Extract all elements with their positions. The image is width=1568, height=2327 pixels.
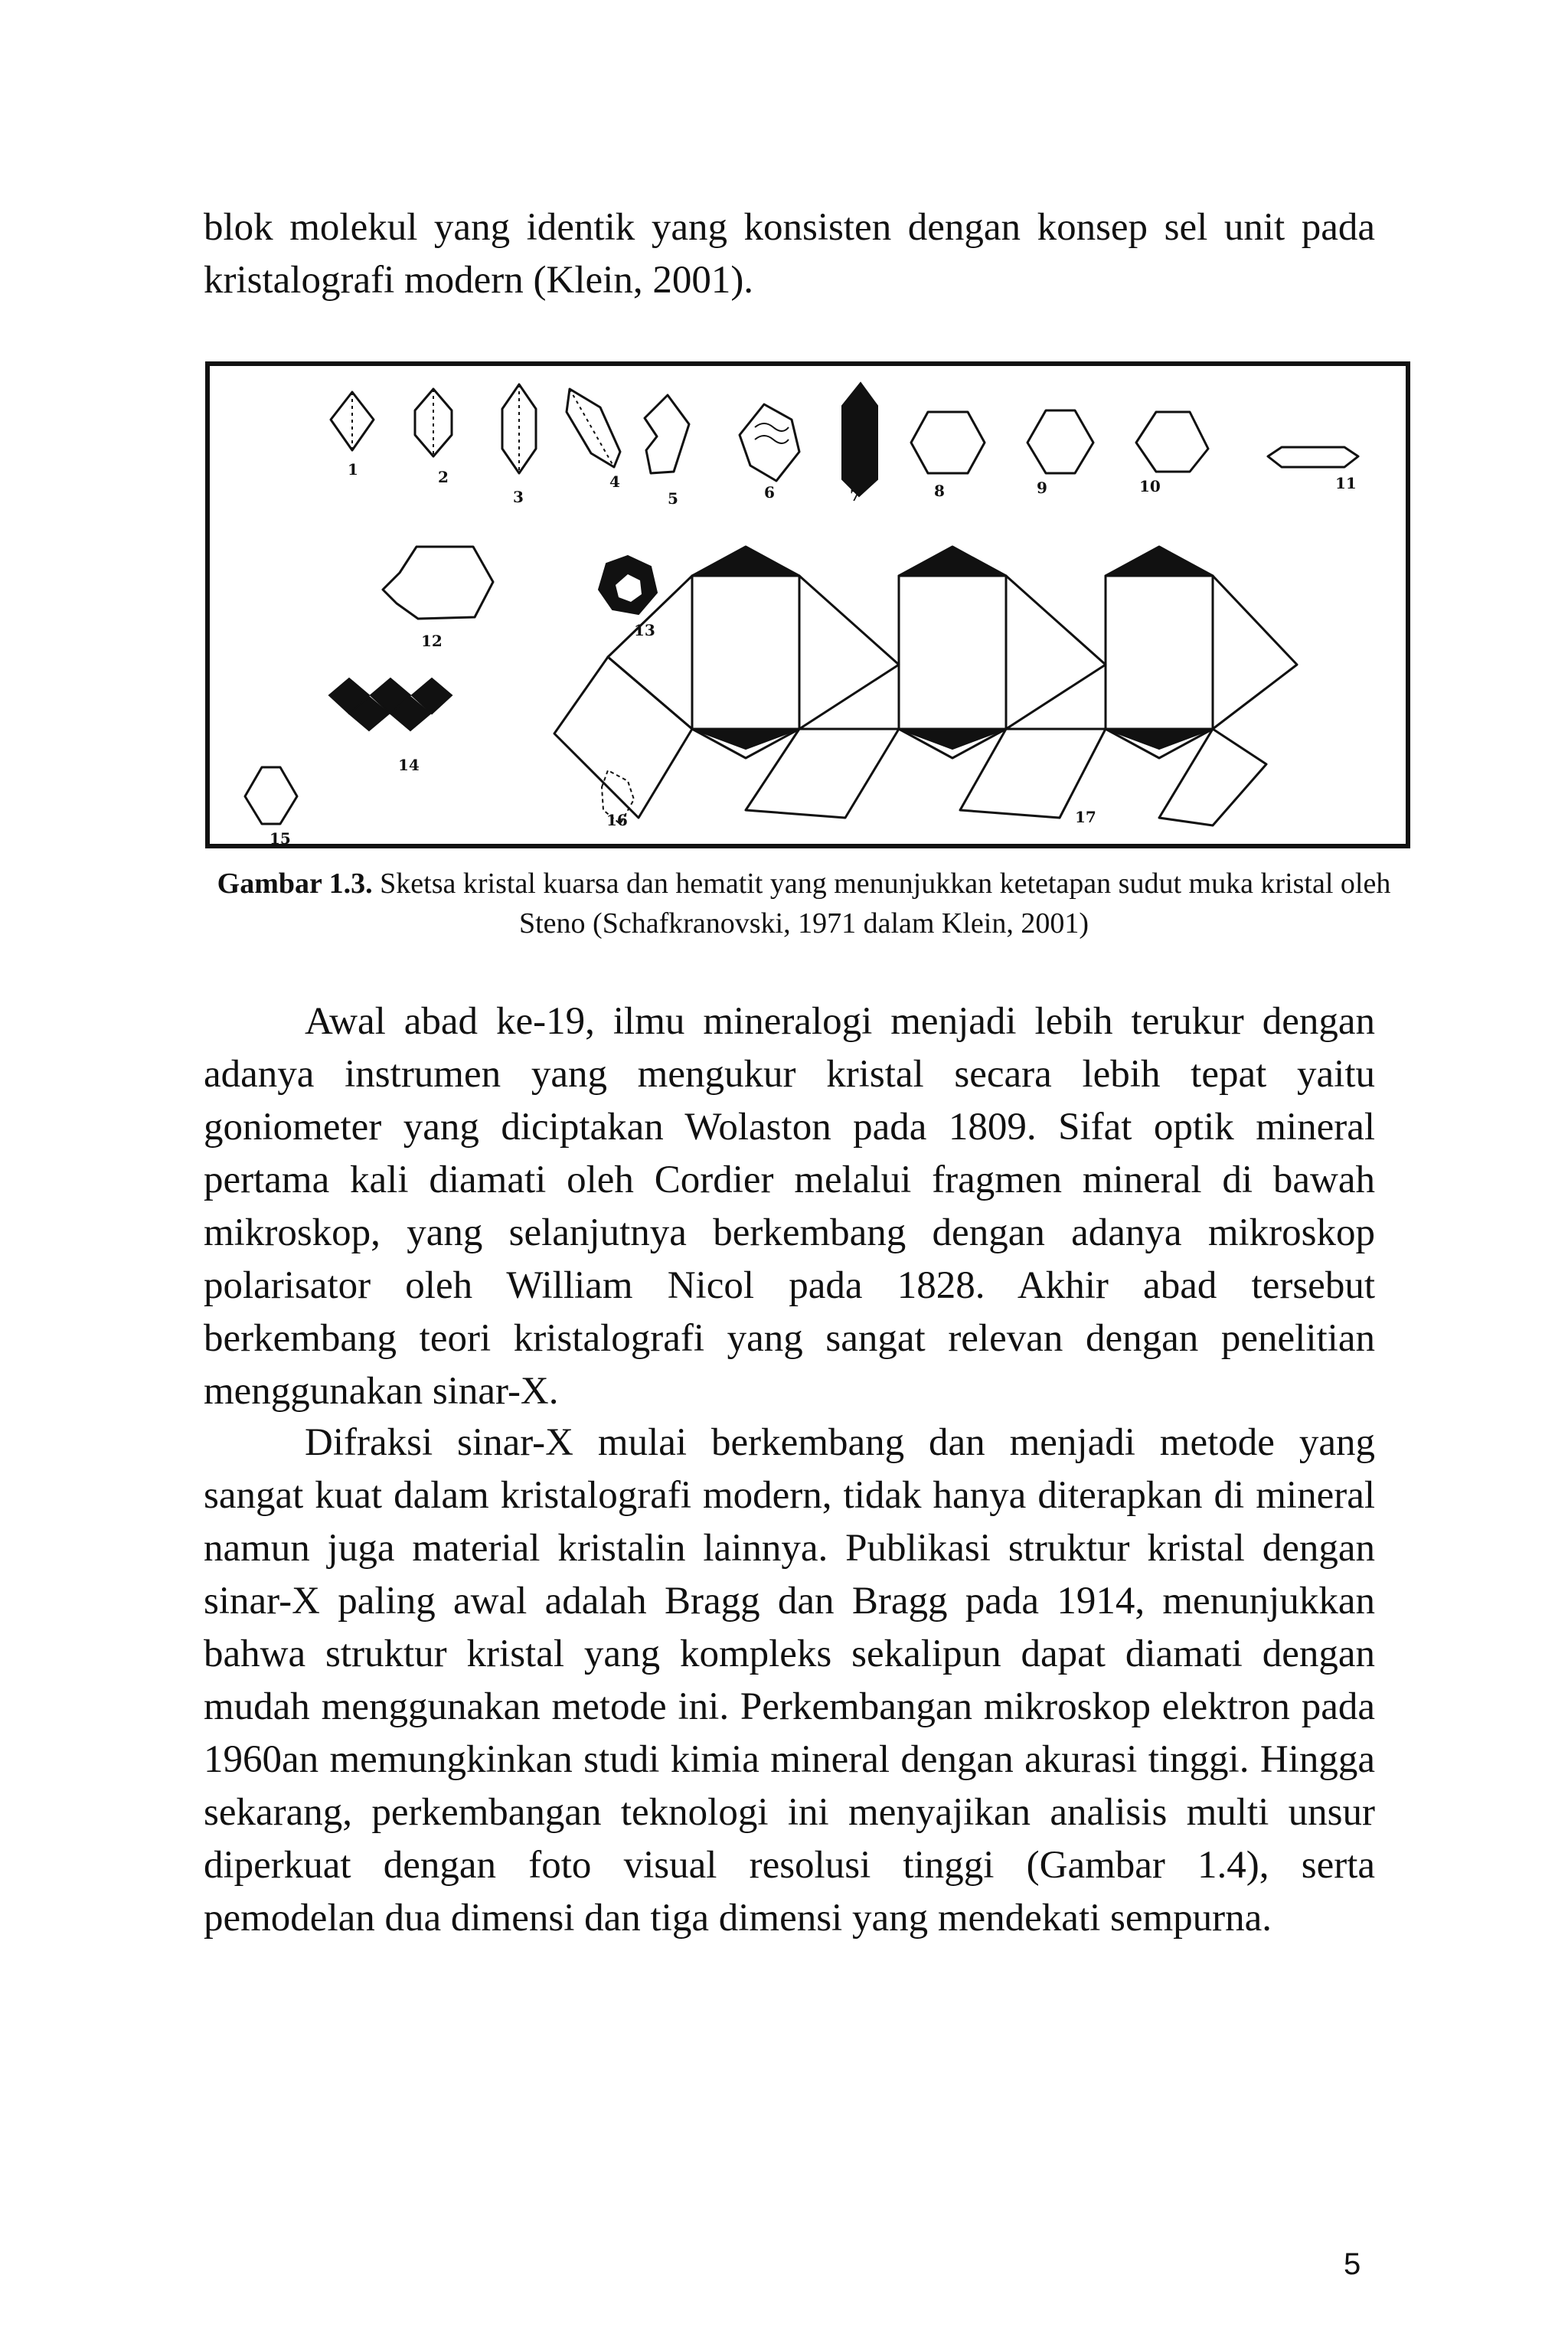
figure-label-12: 12 bbox=[421, 632, 443, 650]
figure-caption bbox=[207, 864, 1401, 943]
figure-label-15: 15 bbox=[270, 829, 291, 844]
figure-label-2: 2 bbox=[438, 468, 449, 486]
figure-label-11: 11 bbox=[1335, 474, 1357, 492]
figure-caption-label: Gambar 1.3. bbox=[217, 868, 373, 900]
figure-caption-text: Sketsa kristal kuarsa dan hematit yang menunjukkan ketetapan sudut muka kristal oleh Steno (Schafkranovski, 1971 dalam Klein, 2001) bbox=[380, 868, 1391, 940]
figure-label-1: 1 bbox=[348, 460, 358, 479]
figure-label-16: 16 bbox=[606, 811, 628, 829]
page-number: 5 bbox=[1344, 2247, 1361, 2281]
figure-label-10: 10 bbox=[1139, 477, 1161, 495]
figure-label-17: 17 bbox=[1075, 808, 1096, 826]
figure-label-3: 3 bbox=[513, 488, 524, 506]
crystal-sketch-drawing bbox=[210, 366, 1406, 844]
paragraph-nineteenth-century: Awal abad ke-19, ilmu mineralogi menjadi lebih terukur dengan adanya instrumen yang mengukur kristal secara lebih tepat yaitu goniometer yang diciptakan Wolaston pada 1809. Sifat optik mineral pertama kali diamati oleh Cordier melalui fragmen mineral di bawah mikroskop, yang selanjutnya berkembang dengan adanya mikroskop polarisator oleh William Nicol pada 1828. Akhir abad tersebut berkembang teori kristalografi yang sangat relevan dengan penelitian menggunakan sinar-X. bbox=[204, 1000, 1375, 1413]
paragraph-intro: blok molekul yang identik yang konsisten dengan konsep sel unit pada kristalografi modern (Klein, 2001). bbox=[204, 206, 1375, 302]
figure-label-5: 5 bbox=[668, 489, 678, 508]
figure-label-6: 6 bbox=[764, 483, 775, 502]
figure-label-4: 4 bbox=[609, 472, 620, 491]
figure-label-9: 9 bbox=[1037, 479, 1047, 497]
figure-label-13: 13 bbox=[634, 621, 655, 639]
figure-label-14: 14 bbox=[398, 756, 420, 774]
paragraph-x-ray-diffraction: Difraksi sinar-X mulai berkembang dan menjadi metode yang sangat kuat dalam kristalografi modern, tidak hanya diterapkan di mineral namun juga material kristalin lainnya. Publikasi struktur kristal dengan sinar-X paling awal adalah Bragg dan Bragg pada 1914, menunjukkan bahwa struktur kristal yang kompleks sekalipun dapat diamati dengan mudah menggunakan metode ini. Perkembangan mikroskop elektron pada 1960an memungkinkan studi kimia mineral dengan akurasi tinggi. Hingga sekarang, perkembangan teknologi ini menyajikan analisis multi unsur diperkuat dengan foto visual resolusi tinggi (Gambar 1.4), serta pemodelan dua dimensi dan tiga dimensi yang mendekati sempurna. bbox=[204, 1421, 1375, 1940]
figure-label-8: 8 bbox=[934, 482, 945, 500]
figure-label-7: 7 bbox=[850, 486, 861, 505]
figure-crystal-sketches bbox=[205, 361, 1410, 848]
